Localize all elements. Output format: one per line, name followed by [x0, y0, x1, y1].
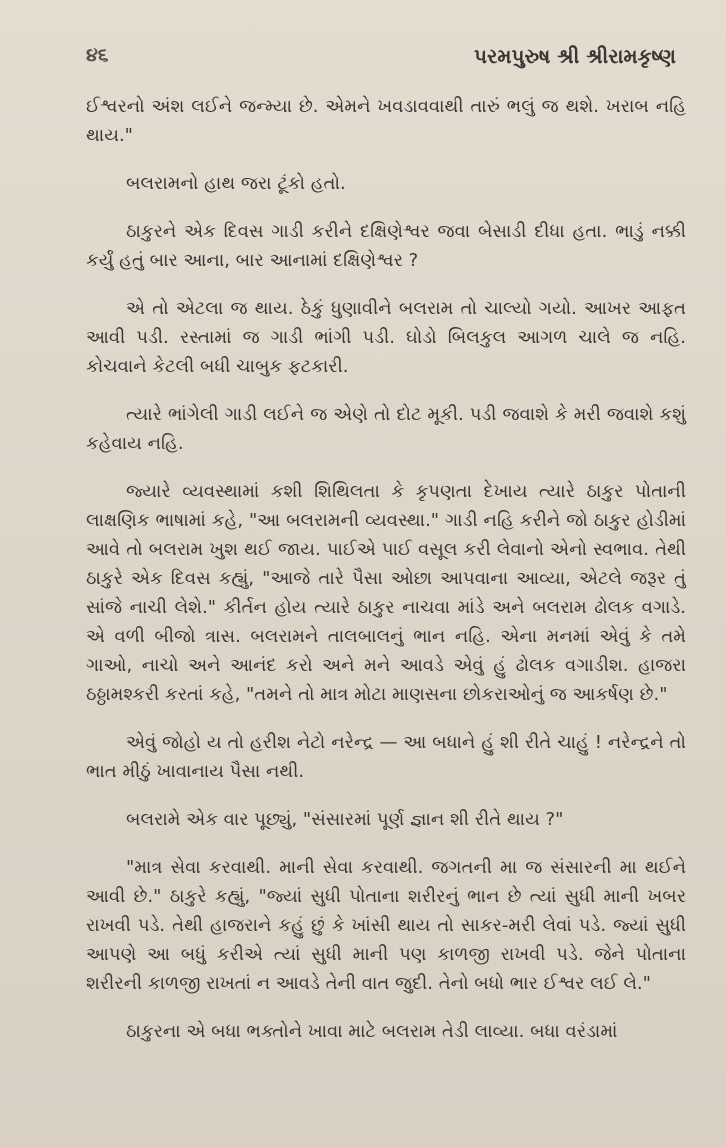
- paragraph: બલરામે એક વાર પૂછ્યું, "સંસારમાં પૂર્ણ જ્ઞાન શી રીતે થાય ?": [126, 809, 564, 830]
- paragraph: "માત્ર સેવા કરવાથી. માની સેવા કરવાથી. જગતની મા જ સંસારની મા થઈને આવી છે." ઠાકુરે કહ્યું, "જ્યાં સુધી પોતાના શરીરનું ભાન છે ત્યાં સુધી માની ખબર રાખવી પડે. તેથી હાજરાને કહું છું કે ખાંસી થાય તો સાકર-મરી લેવાં પડે. જ્યાં સુધી આપણે આ બધું કરીએ ત્યાં સુધી માની પણ કાળજી રાખવી પડે. જેને પોતાના શરીરની કાળજી રાખતાં ન આવડે તેની વાત જુદી. તેનો બધો ભાર ઈશ્વર લઈ લે.": [86, 857, 686, 994]
- page-number: ૪૬: [86, 44, 109, 66]
- paragraph: બલરામનો હાથ જરા ટૂંકો હતો.: [126, 173, 346, 194]
- paragraph: એ તો એટલા જ થાય. ઠેકું ધુણાવીને બલરામ તો ચાલ્યો ગયો. આખર આફત આવી પડી. રસ્તામાં જ ગાડી ભાંગી પડી. ઘોડો બિલકુલ આગળ ચાલે જ નહિ. કોચવાને કેટલી બધી ચાબુક ફટકારી.: [86, 298, 686, 377]
- paragraph: ઠાકુરના એ બધા ભક્તોને ખાવા માટે બલરામ તેડી લાવ્યા. બધા વરંડામાં: [126, 1021, 618, 1042]
- body-text: [86, 92, 686, 1065]
- running-title: પરમપુરુષ શ્રી શ્રીરામકૃષ્ણ: [474, 44, 676, 68]
- paragraph: એવું જોહો ય તો હરીશ નેટો નરેન્દ્ર — આ બધાને હું શી રીતે ચાહું ! નરેન્દ્રને તો ભાત મીઠું ખાવાનાય પૈસા નથી.: [86, 732, 686, 782]
- paragraph: ઠાકુરને એક દિવસ ગાડી કરીને દક્ષિણેશ્વર જવા બેસાડી દીધા હતા. ભાડું નક્કી કર્યું હતું બાર આના, બાર આનામાં દક્ષિણેશ્વર ?: [86, 221, 686, 271]
- paragraph: ઈશ્વરનો અંશ લઈને જન્મ્યા છે. એમને ખવડાવવાથી તારું ભલું જ થશે. ખરાબ નહિ થાય.": [86, 96, 686, 146]
- paragraph: ત્યારે ભાંગેલી ગાડી લઈને જ એણે તો દોટ મૂકી. પડી જવાશે કે મરી જવાશે કશું કહેવાય નહિ.: [86, 404, 686, 454]
- page-header: [86, 44, 676, 74]
- paragraph: જ્યારે વ્યવસ્થામાં કશી શિથિલતા કે કૃપણતા દેખાય ત્યારે ઠાકુર પોતાની લાક્ષણિક ભાષામાં કહે, "આ બલરામની વ્યવસ્થા." ગાડી નહિ કરીને જો ઠાકુર હોડીમાં આવે તો બલરામ ખુશ થઈ જાય. પાઈએ પાઈ વસૂલ કરી લેવાનો એનો સ્વભાવ. તેથી ઠાકુરે એક દિવસ કહ્યું, "આજે તારે પૈસા ઓછા આપવાના આવ્યા, એટલે જરૂર તું સાંજે નાચી લેશે." કીર્તન હોય ત્યારે ઠાકુર નાચવા માંડે અને બલરામ ઢોલક વગાડે. એ વળી બીજો ત્રાસ. બલરામને તાલબાલનું ભાન નહિ. એના મનમાં એવું કે તમે ગાઓ, નાચો અને આનંદ કરો અને મને આવડે એવું હું ઢોલક વગાડીશ. હાજરા ઠઠ્ઠામશ્કરી કરતાં કહે, "તમને તો માત્ર મોટા માણસના છોકરાઓનું જ આકર્ષણ છે.": [86, 481, 686, 705]
